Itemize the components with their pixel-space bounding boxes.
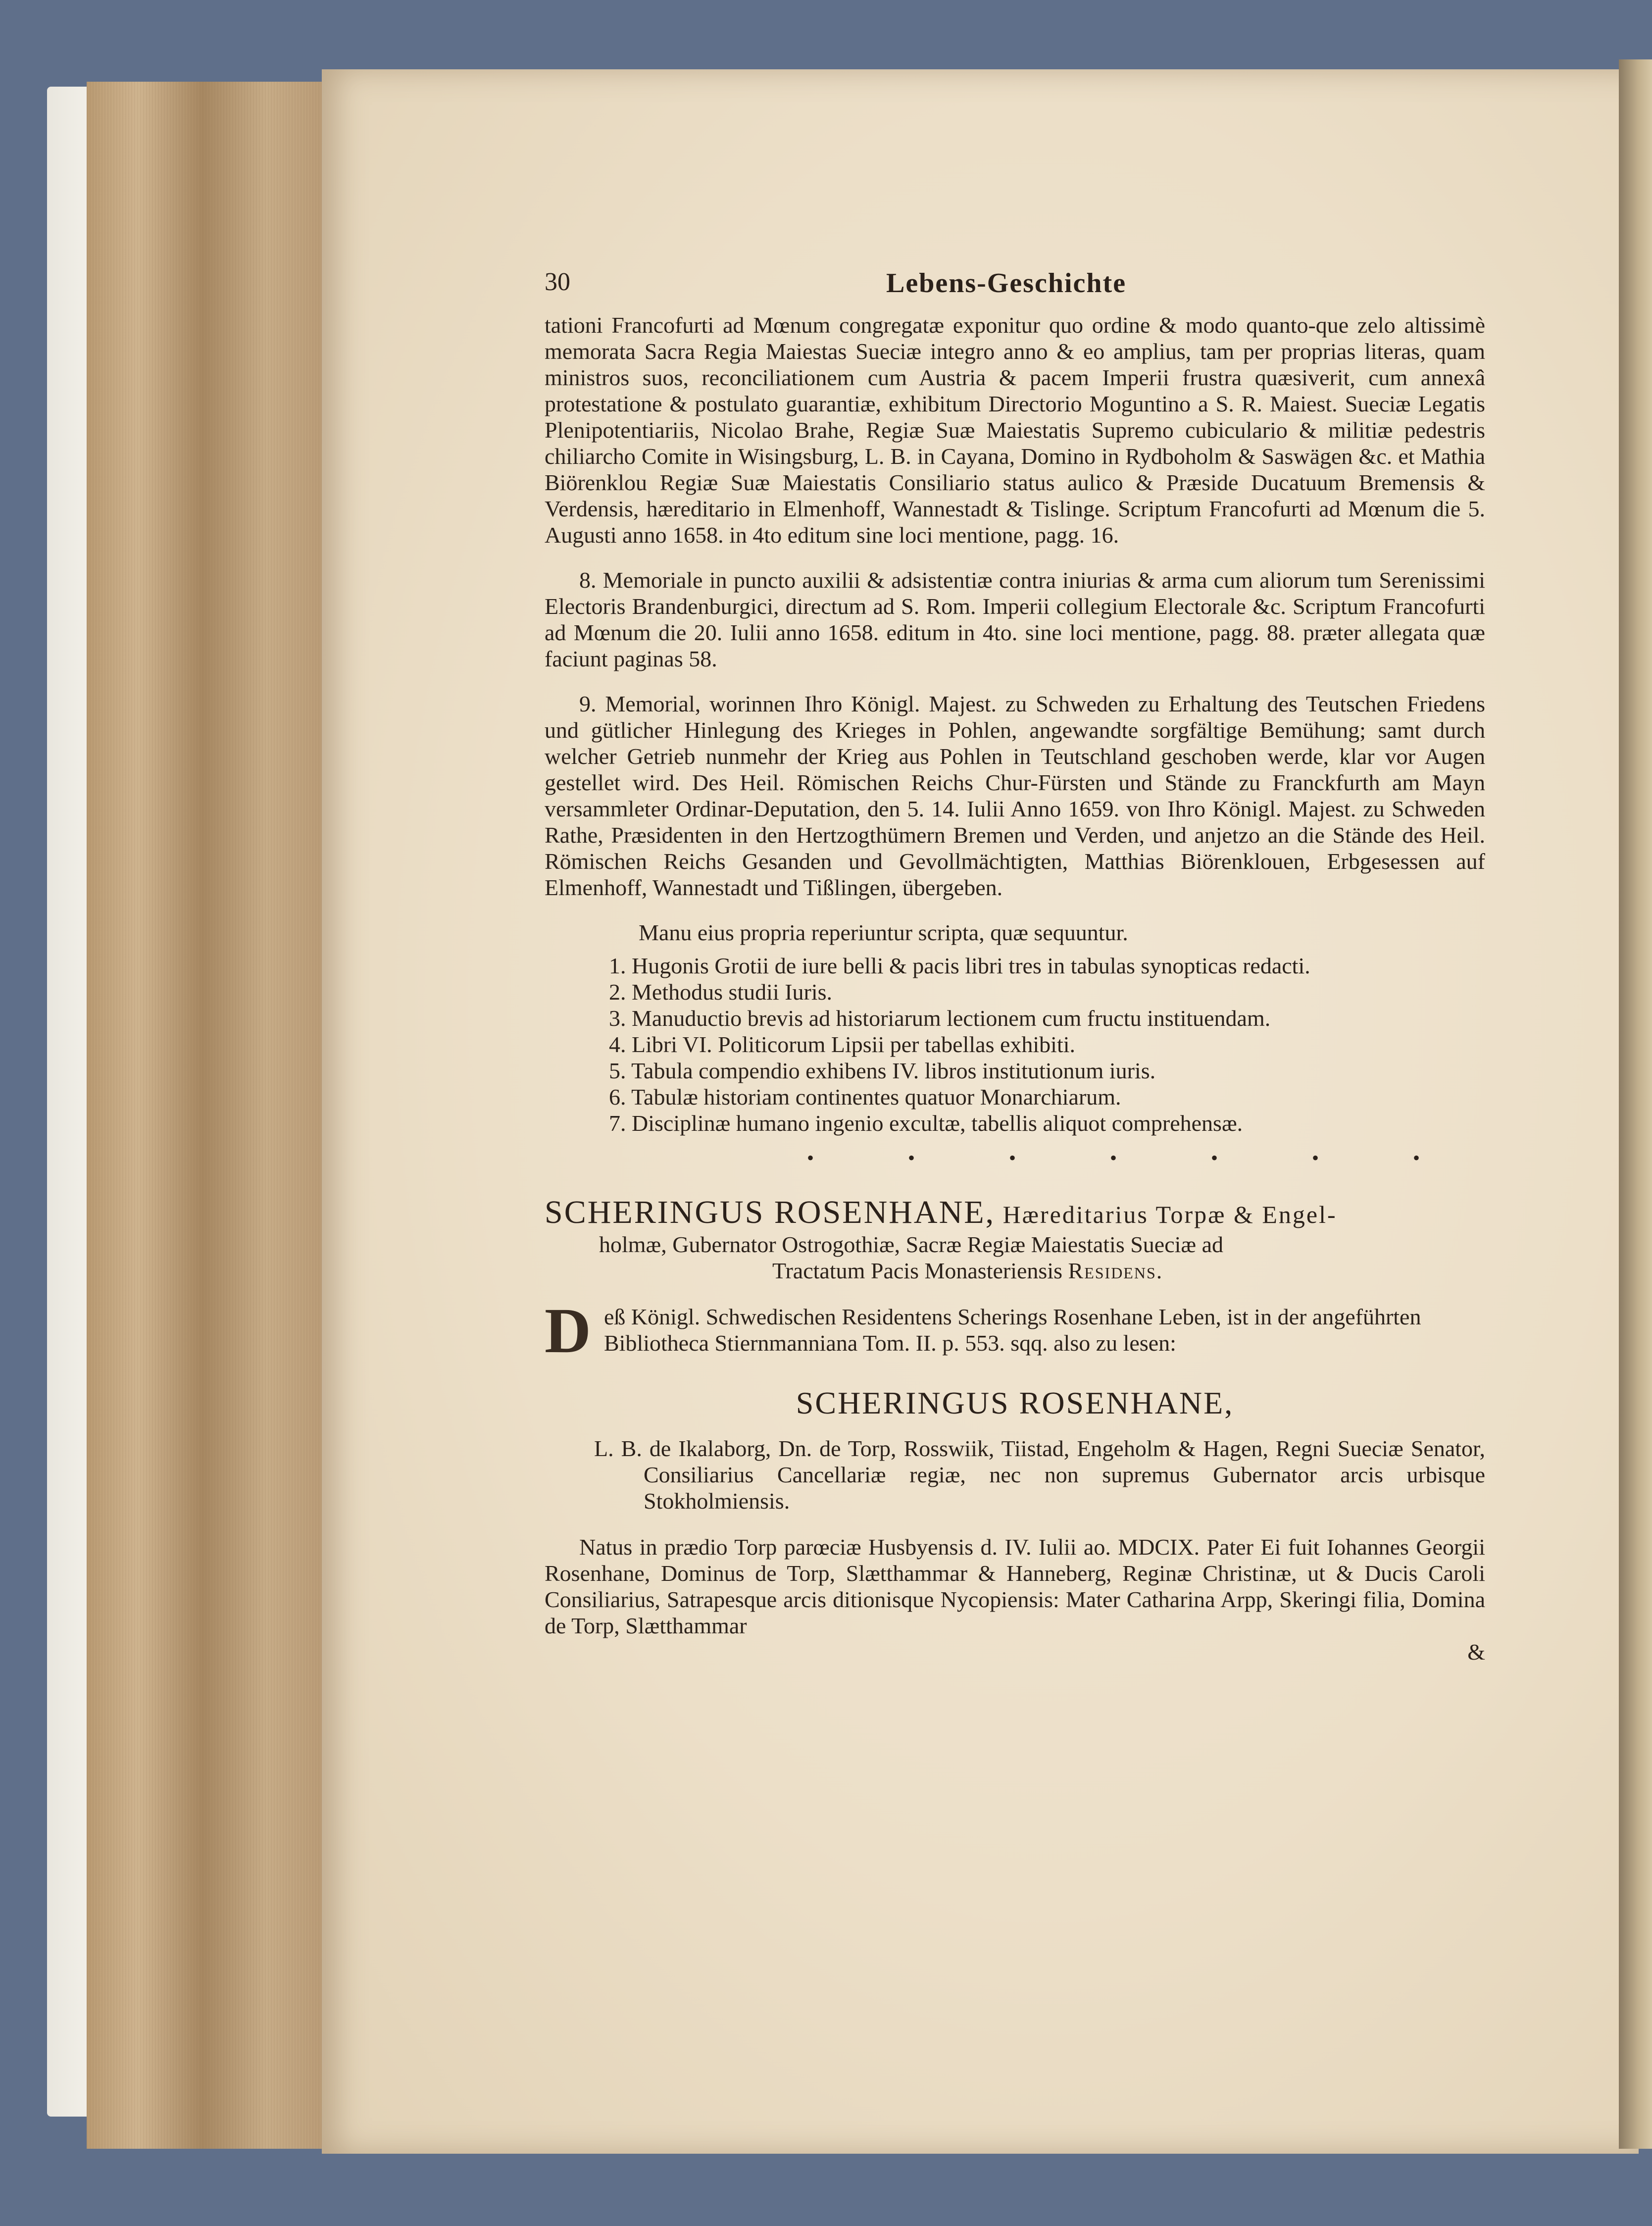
list-item: 5. Tabula compendio exhibens IV. libros institutionum iuris. <box>609 1058 1156 1083</box>
list-item: 2. Methodus studii Iuris. <box>609 979 833 1005</box>
list-item: 4. Libri VI. Politicorum Lipsii per tabellas exhibiti. <box>609 1032 1076 1057</box>
section-heading-line2: holmæ, Gubernator Ostrogothiæ, Sacræ Regiæ Maiestatis Sueciæ ad <box>599 1232 1224 1257</box>
natus-paragraph: Natus in prædio Torp parœciæ Husbyensis d. IV. Iulii ao. MDCIX. Pater Ei fuit Iohannes Georgii Rosenhane, Dominus de Torp, Slætthammar & Hanneberg, Reginæ Christinæ, ut & Ducis Caroli Consiliarius, Satrapesque arcis ditionisque Nycopiensis: Mater Catharina Arpp, Skeringi filia, Domina de Torp, Slætthammar <box>545 1534 1485 1638</box>
section-heading-line3-text: Tractatum Pacis Monasteriensis <box>772 1258 1068 1283</box>
drop-cap: D <box>545 1295 591 1366</box>
facing-page-edge <box>1619 59 1652 2149</box>
page-block-edge <box>87 82 344 2149</box>
residens-label: Residens. <box>1068 1258 1163 1283</box>
list-item: 1. Hugonis Grotii de iure belli & pacis libri tres in tabulas synopticas redacti. <box>609 953 1310 978</box>
center-heading: SCHERINGUS ROSENHANE, <box>796 1385 1234 1420</box>
list-item: 7. Disciplinæ humano ingenio excultæ, tabellis aliquot comprehensæ. <box>609 1111 1243 1136</box>
ornamental-divider: • • • • • • • <box>807 1147 1465 1169</box>
intro-paragraph-text: eß Königl. Schwedischen Residentens Scherings Rosenhane Leben, ist in der angeführten Bibliotheca Stiernmanniana Tom. II. p. 553. sqq. also zu lesen: <box>604 1304 1421 1356</box>
section-heading-name: SCHERINGUS ROSENHANE, <box>545 1194 996 1230</box>
section-heading <box>545 1196 1485 1231</box>
section-heading-rest: Hæreditarius Torpæ & Engel- <box>995 1201 1337 1228</box>
list-item: 6. Tabulæ historiam continentes quatuor Monarchiarum. <box>609 1084 1121 1110</box>
page-number: 30 <box>545 268 570 296</box>
manuscripts-intro: Manu eius propria reperiuntur scripta, quæ sequuntur. <box>639 920 1128 945</box>
page-header <box>545 267 1485 312</box>
manuscripts-list <box>609 953 1485 1136</box>
section-heading-line3 <box>545 1258 1485 1284</box>
running-head: Lebens-Geschichte <box>886 268 1127 299</box>
titles-paragraph: L. B. de Ikalaborg, Dn. de Torp, Rosswiik, Tiistad, Engeholm & Hagen, Regni Sueciæ Senator, Consiliarius Cancellariæ regiæ, nec non supremus Gubernator arcis urbisque Stokholmiensis. <box>594 1436 1485 1514</box>
catchword: & <box>1467 1639 1485 1665</box>
list-item: 3. Manuductio brevis ad historiarum lectionem cum fructu instituendam. <box>609 1006 1271 1031</box>
paragraph-item-9: 9. Memorial, worinnen Ihro Königl. Majest. zu Schweden zu Erhaltung des Teutschen Friedens und gütlicher Hinlegung des Krieges in Pohlen, angewandte sorgfältige Bemühung; samt durch welcher Getrieb nunmehr der Krieg aus Pohlen in Teutschland geschoben werde, klar vor Augen gestellet wird. Des Heil. Römischen Reichs Chur-Fürsten und Stände zu Franckfurth am Mayn versammleter Ordinar-Deputation, den 5. 14. Iulii Anno 1659. von Ihro Königl. Majest. zu Schweden Rathe, Præsidenten in den Hertzogthümern Bremen und Verden, und anjetzo an die Stände des Heil. Römischen Reichs Gesanden und Gevollmächtigten, Matthias Biörenklouen, Erbgesessen auf Elmenhoff, Wannestadt und Tißlingen, übergeben. <box>545 691 1485 900</box>
intro-paragraph <box>545 1295 1485 1366</box>
paragraph-continuation: tationi Francofurti ad Mœnum congregatæ exponitur quo ordine & modo quanto-que zelo altissimè memorata Sacra Regia Maiestas Sueciæ integro anno & eo amplius, tam per proprias literas, quam ministros suos, reconciliationem cum Austria & pacem Imperii frustra quæsiverit, cum annexâ protestatione & postulato guarantiæ, exhibitum Directorio Moguntino a S. R. Maiest. Sueciæ Legatis Plenipotentiariis, Nicolao Brahe, Regiæ Suæ Maiestatis Supremo cubiculario & militiæ pedestris chiliarcho Comite in Wisingsburg, L. B. in Cayana, Domino in Rydboholm & Saswägen &c. et Mathia Biörenklou Regiæ Suæ Maiestatis Consiliario status aulico & Præside Ducatuum Bremensis & Verdensis, hæreditario in Elmenhoff, Wannestadt & Tislinge. Scriptum Francofurti ad Mœnum die 5. Augusti anno 1658. in 4to editum sine loci mentione, pagg. 16. <box>545 312 1485 548</box>
paragraph-item-8: 8. Memoriale in puncto auxilii & adsistentiæ contra iniurias & arma cum aliorum tum Serenissimi Electoris Brandenburgici, directum ad S. Rom. Imperii collegium Electorale &c. Scriptum Francofurti ad Mœnum die 20. Iulii anno 1658. editum in 4to. sine loci mentione, pagg. 88. præter allegata quæ faciunt paginas 58. <box>545 567 1485 671</box>
page-content <box>545 267 1485 1665</box>
